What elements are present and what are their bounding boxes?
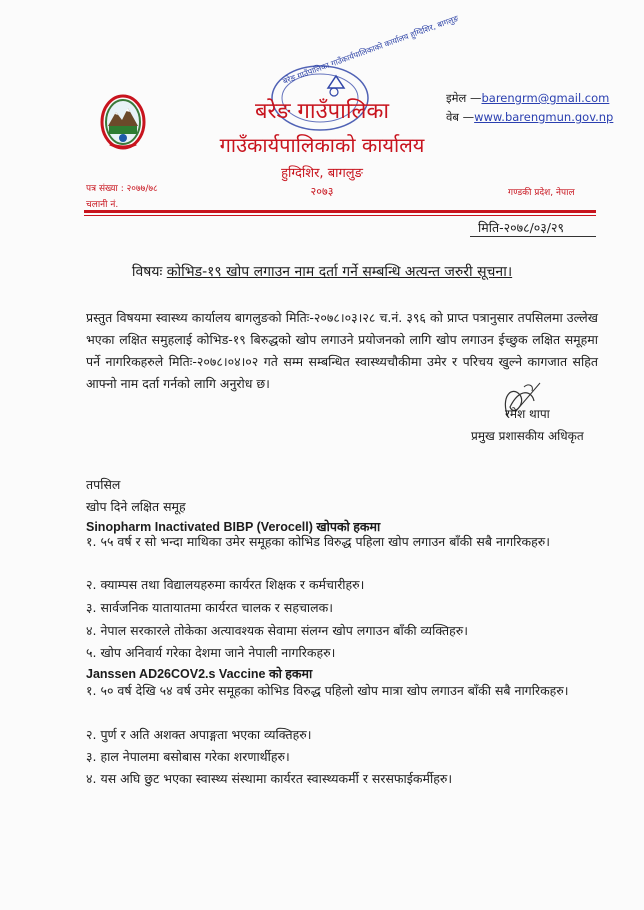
office-year: २०७३ bbox=[310, 185, 334, 198]
list-item: ३. सार्वजनिक यातायातमा कार्यरत चालक र सहचालक। bbox=[86, 600, 333, 615]
list-item: ४. यस अघि छुट भएका स्वास्थ्य संस्थामा कार्यरत स्वास्थ्यकर्मी र सरसफाईकर्मीहरु। bbox=[86, 771, 453, 786]
list-item: ५. खोप अनिवार्य गरेका देशमा जाने नेपाली नागरिकहरु। bbox=[86, 645, 336, 660]
province: गण्डकी प्रदेश, नेपाल bbox=[508, 188, 575, 198]
subject-line bbox=[0, 262, 644, 281]
group-title-janssen: Janssen AD26COV2.s Vaccine को हकमा bbox=[86, 667, 313, 681]
list-item: १. ५५ वर्ष र सो भन्दा माथिका उमेर समूहका कोभिड विरुद्ध पहिला खोप लगाउन बाँकी सबै नागरिकहरु। bbox=[86, 534, 550, 549]
list-item: २. पुर्ण र अति अशक्त अपाङ्गता भएका व्यक्तिहरु। bbox=[86, 727, 312, 742]
list-item: ४. नेपाल सरकारले तोकेका अत्यावश्यक सेवामा संलग्न खोप लगाउन बाँकी व्यक्तिहरु। bbox=[86, 623, 468, 638]
web-line bbox=[446, 110, 613, 125]
office-name: बरेङ गाउँपालिका bbox=[254, 99, 390, 124]
email-link[interactable]: barengrm@gmail.com bbox=[481, 91, 610, 105]
web-label: वेब — bbox=[446, 110, 475, 124]
list-item: २. क्याम्पस तथा विद्यालयहरुमा कार्यरत शिक्षक र कर्मचारीहरु। bbox=[86, 577, 365, 592]
email-label: इमेल — bbox=[446, 91, 482, 105]
email-line bbox=[446, 91, 609, 106]
office-subtitle: गाउँकार्यपालिकाको कार्यालय bbox=[219, 133, 425, 157]
signatory-name: रमेश थापा bbox=[505, 407, 550, 421]
signatory-title: प्रमुख प्रशासकीय अधिकृत bbox=[471, 429, 584, 443]
header-divider-thin bbox=[84, 215, 596, 216]
list-item: ३. हाल नेपालमा बसोबास गरेका शरणार्थीहरु। bbox=[86, 749, 290, 764]
letter-number: पत्र संख्या : २०७७/७८ bbox=[86, 184, 158, 194]
subject-label: विषयः bbox=[131, 264, 163, 280]
date-underline bbox=[470, 236, 596, 237]
stamp-text: बरेङ गाउँपालिका गाउँकार्यपालिकाको कार्यालय हुग्दिशिर, बागलुङ bbox=[281, 13, 460, 86]
group-title-sinopharm: Sinopharm Inactivated BIBP (Verocell) खोपको हकमा bbox=[86, 520, 381, 534]
annex-heading: तपसिल bbox=[86, 477, 121, 492]
web-link[interactable]: www.barengmun.gov.np bbox=[474, 110, 614, 124]
subject-text: कोभिड-१९ खोप लगाउन नाम दर्ता गर्ने सम्बन्धि अत्यन्त जरुरी सूचना। bbox=[166, 264, 513, 280]
header-divider bbox=[84, 210, 596, 213]
office-location: हुग्दिशिर, बागलुङ bbox=[281, 166, 363, 181]
list-item: १. ५० वर्ष देखि ५४ वर्ष उमेर समूहका कोभिड विरुद्ध पहिलो खोप मात्रा खोप लगाउन बाँकी सबै नागरिकहरु। bbox=[86, 683, 569, 698]
annex-subheading: खोप दिने लक्षित समूह bbox=[86, 499, 186, 514]
letter-date: मिति-२०७८/०३/२९ bbox=[478, 220, 565, 235]
dispatch-number: चलानी नं. bbox=[86, 200, 119, 210]
notice-body: प्रस्तुत विषयमा स्वास्थ्य कार्यालय बागलुङको मितिः-२०७८।०३।२८ च.नं. ३९६ को प्राप्त पत्रानुसार तपसिलमा उल्लेख भएका लक्षित समुहलाई कोभिड-१९ बिरुद्धको खोप लगाउने प्रयोजनको लागि खोप लगाउन ईच्छुक लक्षित समूहमा पर्ने नागरिकहरुले मितिः-२०७८।०४।०२ गते सम्म सम्बन्धित स्वास्थ्यचौकीमा उमेर र परिचय खुल्ने कागजात सहित आफ्नो नाम दर्ता गर्नको लागि अनुरोध छ। bbox=[86, 310, 598, 391]
